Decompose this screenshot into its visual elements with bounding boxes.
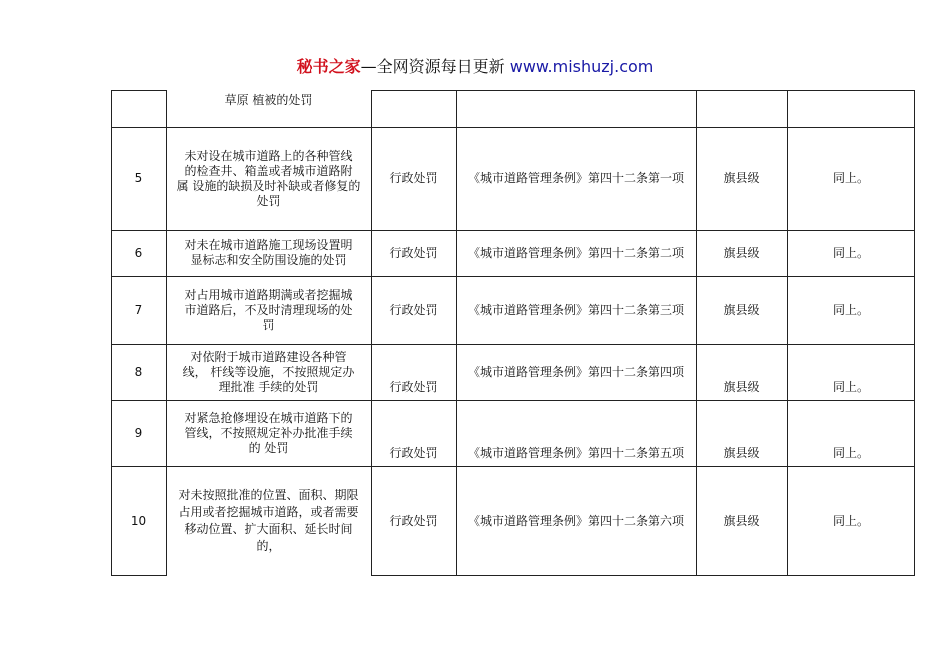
row-type: 行政处罚 [389, 245, 438, 260]
row-basis: 《城市道路管理条例》第四十二条第一项 [467, 171, 684, 185]
row-type: 行政处罚 [389, 171, 438, 185]
row-note: 同上。 [832, 380, 869, 394]
row-level: 旗县级 [723, 171, 760, 185]
table-row [111, 466, 915, 576]
row-number: 8 [134, 364, 143, 379]
table-row [111, 230, 915, 276]
row-type: 行政处罚 [389, 380, 438, 394]
grid-line [111, 575, 166, 576]
row-description: 未对设在城市道路上的各种管线 的检查井、箱盖或者城市道路附 属 设施的缺损及时补缺或者修复的 处罚 [176, 148, 361, 208]
table-row [111, 127, 915, 230]
grid-line [111, 230, 915, 231]
site-url[interactable]: www.mishuzj.com [509, 57, 654, 76]
row-level: 旗县级 [723, 245, 760, 260]
grid-line [696, 90, 697, 576]
row-note: 同上。 [832, 302, 869, 317]
grid-line [371, 90, 915, 91]
row-number: 7 [134, 302, 143, 317]
row-description: 对依附于城市道路建设各种管 线， 杆线等设施，不按照规定办 理批准 手续的处罚 [182, 349, 355, 394]
row-type: 行政处罚 [389, 446, 438, 460]
row-note: 同上。 [832, 513, 869, 528]
grid-line [166, 90, 167, 576]
header-tagline: 全网资源每日更新 [376, 57, 505, 76]
table-row [111, 344, 915, 400]
row-note: 同上。 [832, 171, 869, 185]
grid-line [371, 575, 915, 576]
penalty-table [111, 90, 915, 576]
page-header [0, 57, 950, 77]
row-description: 对紧急抢修埋设在城市道路下的 管线，不按照规定补办批准手续 的 处罚 [184, 410, 353, 455]
grid-line [111, 127, 915, 128]
row-basis: 《城市道路管理条例》第四十二条第二项 [467, 245, 684, 260]
grid-line [456, 90, 457, 576]
row-number: 9 [134, 425, 143, 440]
row-level: 旗县级 [723, 446, 760, 460]
row-description: 对占用城市道路期满或者挖掘城 市道路后，不及时清理现场的处 罚 [184, 287, 353, 332]
brand-name: 秘书之家 [296, 57, 361, 76]
row-level: 旗县级 [723, 302, 760, 317]
row-basis: 《城市道路管理条例》第四十二条第六项 [467, 513, 684, 528]
continued-description: 草原 植被的处罚 [224, 93, 313, 107]
row-level: 旗县级 [723, 513, 760, 528]
row-type: 行政处罚 [389, 513, 438, 528]
table-row [111, 400, 915, 466]
continued-row [111, 90, 915, 127]
grid-line [371, 90, 372, 576]
grid-line [111, 90, 112, 576]
row-number: 6 [134, 245, 143, 260]
row-note: 同上。 [832, 245, 869, 260]
row-number: 10 [130, 513, 147, 528]
row-description: 对未按照批准的位置、面积、期限 占用或者挖掘城市道路，或者需要 移动位置、扩大面积、延长时间的， [178, 488, 359, 553]
grid-line [787, 90, 788, 576]
row-basis: 《城市道路管理条例》第四十二条第五项 [467, 446, 684, 460]
row-number: 5 [134, 171, 143, 185]
row-note: 同上。 [832, 446, 869, 460]
grid-line [914, 90, 915, 576]
row-type: 行政处罚 [389, 302, 438, 317]
row-level: 旗县级 [723, 380, 760, 394]
grid-line [111, 344, 915, 345]
row-basis: 《城市道路管理条例》第四十二条第三项 [467, 302, 684, 317]
row-basis: 《城市道路管理条例》第四十二条第四项 [467, 364, 684, 379]
grid-line [111, 466, 915, 467]
grid-line [111, 90, 166, 91]
table-row [111, 276, 915, 344]
grid-line [111, 276, 915, 277]
row-description: 对未在城市道路施工现场设置明 显标志和安全防围设施的处罚 [184, 238, 353, 267]
grid-line [111, 400, 915, 401]
header-dash: — [360, 57, 377, 76]
